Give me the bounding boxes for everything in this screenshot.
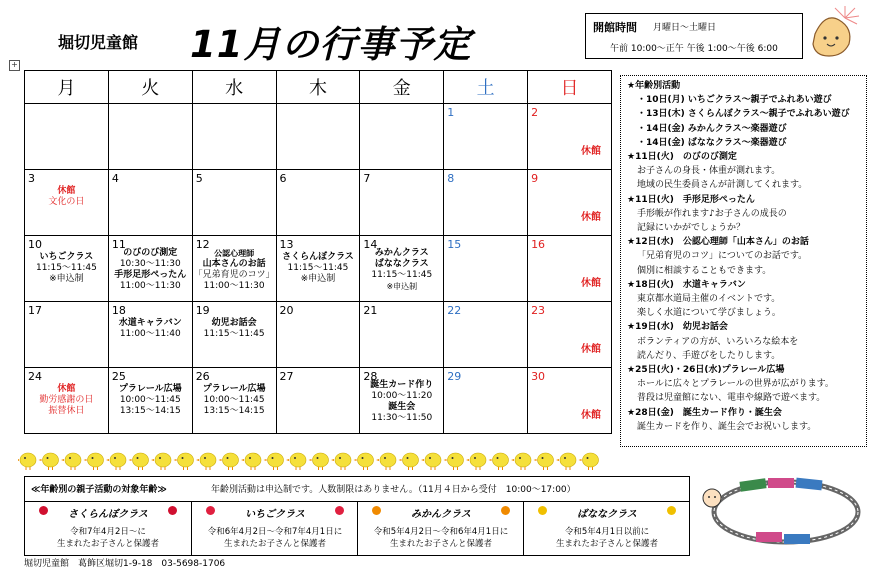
event-line: 11:00～11:30: [119, 281, 181, 291]
day-cell: [192, 236, 276, 302]
event-line: 11:00～11:30: [203, 281, 265, 291]
fruit-icon: [335, 506, 344, 515]
event-line: 11:15～11:45: [35, 263, 97, 273]
event-line: 「兄弟育児のコツ」: [193, 270, 275, 280]
event-detail-line: 東京都水道局主催のイベントです。: [637, 294, 781, 304]
day-number: 12: [195, 238, 210, 251]
event-detail-line: ★28日(金) 誕生カード作り・誕生会: [627, 407, 782, 418]
day-cell: [192, 302, 276, 368]
day-cell: [192, 368, 276, 434]
age-class-name: さくらんぼクラス: [68, 509, 148, 520]
age-class-column: [357, 501, 524, 556]
closed-label: 休館: [581, 212, 601, 223]
event-line: 11:15～11:45: [371, 270, 433, 280]
event-line: 13:15～14:15: [119, 406, 181, 416]
day-number: 4: [111, 172, 119, 185]
event-line: 山本さんのお話: [202, 259, 266, 269]
event-detail-line: ★11日(火) のびのび測定: [627, 152, 737, 162]
day-cell: [192, 170, 276, 236]
event-detail-line: 「兄弟育児のコツ」についてのお話です。: [637, 251, 808, 262]
day-number: 30: [531, 370, 546, 383]
event-line: 誕生会: [388, 402, 416, 412]
event-detail-line: ・14日(金) みかんクラス～楽器遊び: [637, 123, 787, 134]
day-number: 10: [28, 238, 42, 251]
week-row: [25, 170, 612, 236]
event-detail-line: ★25日(火)・26日(水)プラレール広場: [627, 365, 785, 375]
day-number: 20: [279, 304, 294, 317]
event-detail-line: お子さんの身長・体重が測れます。: [637, 166, 781, 177]
event-line: 誕生カード作り: [370, 380, 434, 390]
event-line: のびのび測定: [123, 248, 178, 258]
day-cell: [444, 170, 528, 236]
age-class-target: 生まれたお子さんと保護者: [555, 539, 658, 549]
age-class-column: [523, 501, 690, 556]
day-cell: [444, 236, 528, 302]
age-class-target: 生まれたお子さんと保護者: [56, 539, 159, 549]
day-number: 18: [111, 304, 126, 317]
day-number: 8: [447, 172, 455, 185]
day-number: 24: [28, 370, 42, 383]
day-number: 1: [447, 106, 455, 119]
event-line: 勤労感謝の日: [39, 395, 94, 405]
event-line: 11:15～11:45: [203, 329, 265, 339]
day-cell: [276, 170, 360, 236]
day-number: 28: [363, 370, 378, 383]
day-number: 9: [531, 172, 539, 185]
opening-hours-box: [585, 13, 803, 59]
event-line: プラレール広場: [202, 384, 266, 394]
day-cell: [360, 302, 444, 368]
chick-row-icon: [18, 446, 613, 470]
weekday-mon: 月: [25, 71, 109, 104]
chestnut-mascot-icon: [805, 4, 865, 60]
event-line: 幼児お話会: [211, 318, 257, 328]
age-class-desc: [528, 526, 686, 550]
fruit-icon: [501, 506, 510, 515]
day-cell: [276, 368, 360, 434]
footer-address: 堀切児童館 葛飾区堀切1-9-18 03-5698-1706: [24, 559, 226, 569]
event-line: 手形足形ぺったん: [114, 270, 187, 280]
event-detail-line: 読んだり、手遊びをしたりします。: [637, 350, 781, 361]
day-cell: [528, 236, 612, 302]
day-cell: [444, 302, 528, 368]
day-cell: [108, 104, 192, 170]
event-line: 11:00～11:40: [119, 329, 181, 339]
week-row: [25, 302, 612, 368]
week-row: [25, 104, 612, 170]
event-line: プラレール広場: [118, 384, 182, 394]
closed-label: 休館: [581, 278, 601, 289]
day-number: 2: [531, 106, 539, 119]
day-number: 15: [447, 238, 462, 251]
age-class-name: みかんクラス: [411, 509, 471, 520]
day-cell: [528, 170, 612, 236]
event-detail-line: 個別に相談することもできます。: [637, 265, 772, 276]
day-number: 11: [111, 238, 126, 251]
week-row: [25, 368, 612, 434]
day-cell: [25, 104, 109, 170]
fruit-icon: [667, 506, 676, 515]
event-details-panel: [620, 75, 867, 447]
weekday-tue: 火: [108, 71, 192, 104]
day-cell: [25, 236, 109, 302]
event-line: 11:30～11:50: [371, 413, 433, 423]
weekday-fri: 金: [360, 71, 444, 104]
train-track-icon: [700, 472, 862, 554]
event-line: 休館: [57, 186, 76, 196]
event-detail-line: ★11日(火) 手形足形ぺったん: [627, 194, 755, 205]
age-class-range: 令和5年4月1日以前に: [564, 527, 650, 537]
age-class-range: 令和5年4月2日～令和6年4月1日に: [373, 527, 509, 537]
event-line: さくらんぼクラス: [282, 252, 354, 262]
age-class-column: [25, 501, 191, 556]
event-line: ※申込制: [386, 282, 418, 291]
day-number: 6: [279, 172, 287, 185]
day-number: 21: [363, 304, 378, 317]
day-cell: [108, 368, 192, 434]
closed-label: 休館: [581, 344, 601, 355]
day-cell: [25, 170, 109, 236]
day-cell: [192, 104, 276, 170]
event-detail-line: ★年齢別活動: [627, 81, 681, 91]
day-number: 23: [531, 304, 546, 317]
hours-days: 月曜日～土曜日: [653, 23, 717, 33]
age-class-target: 生まれたお子さんと保護者: [389, 539, 492, 549]
day-cell: [276, 104, 360, 170]
day-number: 16: [531, 238, 546, 251]
day-cell: [108, 302, 192, 368]
event-line: みかんクラス: [374, 248, 429, 258]
day-number: 19: [195, 304, 210, 317]
age-class-name: いちごクラス: [245, 509, 305, 520]
day-cell: [360, 368, 444, 434]
day-cell: [528, 368, 612, 434]
event-line: いちごクラス: [39, 252, 94, 262]
event-line: 10:30～11:30: [119, 259, 181, 269]
day-number: 22: [447, 304, 462, 317]
day-cell: [360, 104, 444, 170]
day-cell: [108, 170, 192, 236]
event-detail-line: ・14日(金) ばななクラス～楽器遊び: [637, 137, 787, 148]
fruit-icon: [168, 506, 177, 515]
event-detail-line: ★18日(火) 水道キャラバン: [627, 279, 746, 290]
day-cell: [276, 302, 360, 368]
age-groups-heading: ≪年齢別の親子活動の対象年齢≫: [31, 485, 167, 495]
day-number: 25: [111, 370, 126, 383]
event-detail-line: ・10日(月) いちごクラス～親子でふれあい遊び: [637, 95, 832, 106]
day-number: 13: [279, 238, 294, 251]
event-detail-line: 記録にいかがでしょうか？: [637, 223, 746, 233]
age-class-desc: [29, 526, 187, 550]
day-cell: [25, 368, 109, 434]
event-detail-line: 普段は児童館にない、電車や線路で遊べます。: [637, 393, 826, 404]
day-cell: [25, 302, 109, 368]
event-line: ※申込制: [300, 274, 336, 284]
day-cell: [444, 368, 528, 434]
day-cell: [360, 236, 444, 302]
day-number: 27: [279, 370, 294, 383]
event-detail-line: ホールに広々とプラレールの世界が広がります。: [637, 379, 834, 390]
event-line: 水道キャラバン: [118, 318, 182, 328]
weekday-thu: 木: [276, 71, 360, 104]
day-cell: [360, 170, 444, 236]
age-class-range: 令和6年4月2日～令和7年4月1日に: [207, 527, 343, 537]
day-cell: [276, 236, 360, 302]
event-detail-line: 楽しく水道について学びましょう。: [637, 308, 781, 319]
week-row: [25, 236, 612, 302]
event-line: 11:15～11:45: [287, 263, 349, 273]
event-detail-line: 地域の民生委員さんが計測してくれます。: [637, 180, 808, 191]
event-line: 10:00～11:45: [119, 395, 181, 405]
age-class-desc: [196, 526, 354, 550]
hours-label: 開館時間: [593, 21, 637, 34]
day-cell: [108, 236, 192, 302]
event-line: 13:15～14:15: [203, 406, 265, 416]
age-groups-box: [24, 476, 690, 556]
age-groups-note: 年齢別活動は申込制です。人数制限はありません。（11月４日から受付 10:00～17:00）: [211, 485, 576, 495]
day-cell: [528, 104, 612, 170]
event-line: 文化の日: [48, 197, 85, 207]
event-detail-line: ・13日(木) さくらんぼクラス～親子でふれあい遊び: [637, 109, 850, 120]
day-cell: [444, 104, 528, 170]
event-line: 公認心理師: [214, 249, 255, 258]
event-line: 10:00～11:45: [203, 395, 265, 405]
weekday-wed: 水: [192, 71, 276, 104]
event-line: 休館: [57, 384, 76, 394]
weekday-sat: 土: [444, 71, 528, 104]
day-number: 3: [28, 172, 35, 185]
day-number: 7: [363, 172, 371, 185]
day-number: 26: [195, 370, 210, 383]
table-anchor-icon[interactable]: +: [9, 60, 20, 71]
day-number: 17: [28, 304, 42, 317]
closed-label: 休館: [581, 146, 601, 157]
page-title: 11月の行事予定: [190, 23, 472, 66]
event-line: 10:00～11:20: [371, 391, 433, 401]
closed-label: 休館: [581, 410, 601, 421]
day-number: 5: [195, 172, 203, 185]
event-detail-line: 誕生カードを作り、誕生会でお祝いします。: [637, 421, 817, 432]
hours-times: 午前 10:00～正午 午後 1:00～午後 6:00: [610, 44, 778, 54]
age-class-column: [191, 501, 358, 556]
event-detail-line: ★19日(水) 幼児お話会: [627, 322, 728, 333]
age-class-range: 令和7年4月2日～に: [70, 527, 146, 537]
facility-name: 堀切児童館: [58, 33, 139, 52]
day-cell: [528, 302, 612, 368]
age-class-target: 生まれたお子さんと保護者: [223, 539, 326, 549]
event-detail-line: ★12日(水) 公認心理師「山本さん」のお話: [627, 237, 809, 248]
event-line: 振替休日: [48, 406, 85, 416]
calendar-table: [24, 70, 612, 434]
weekday-sun: 日: [528, 71, 612, 104]
event-detail-line: 手形帳が作れます♪お子さんの成長の: [637, 208, 787, 219]
event-detail-line: ボランティアの方が、いろいろな絵本を: [637, 336, 799, 347]
age-class-name: ばななクラス: [577, 509, 637, 520]
day-number: 29: [447, 370, 462, 383]
event-line: ※申込制: [49, 274, 84, 284]
day-number: 14: [363, 238, 378, 251]
age-class-desc: [362, 526, 520, 550]
weekday-header-row: [25, 71, 612, 104]
event-line: ばななクラス: [374, 259, 429, 269]
